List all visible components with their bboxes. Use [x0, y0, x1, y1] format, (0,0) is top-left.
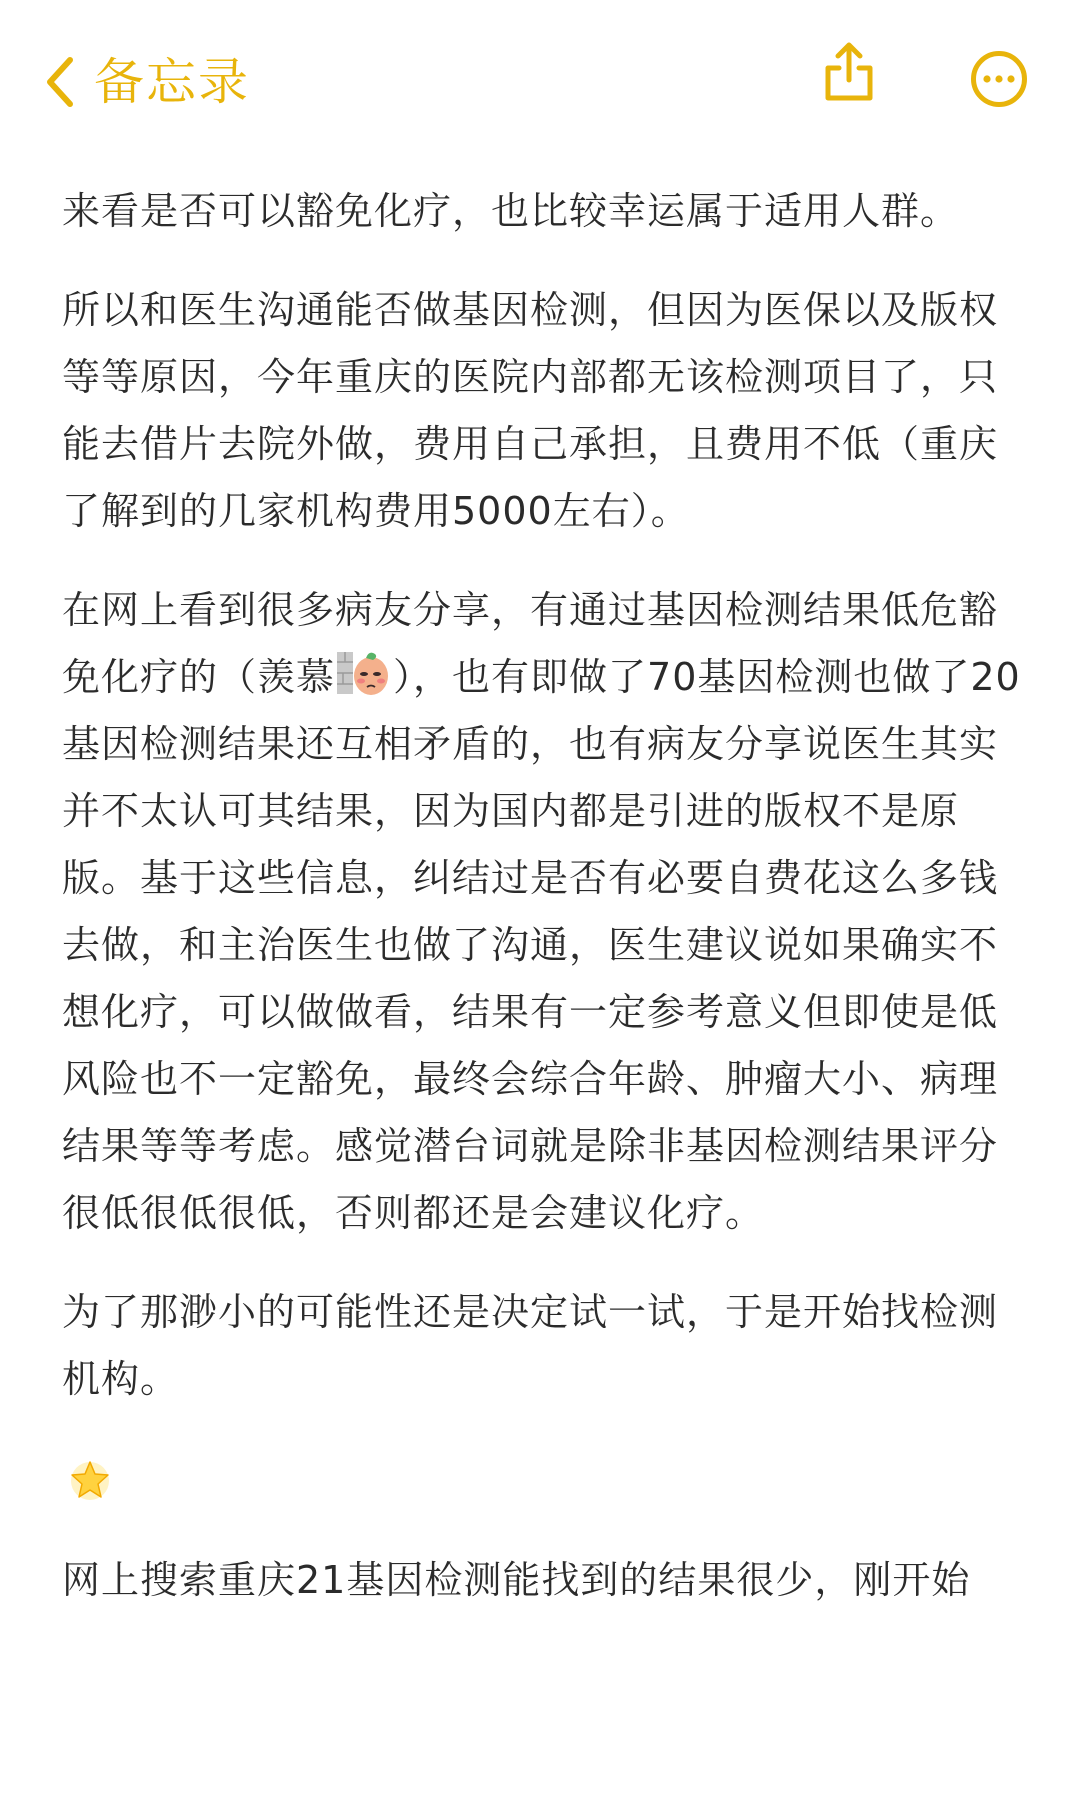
more-icon — [970, 50, 1028, 108]
back-button[interactable] — [42, 46, 250, 118]
navigation-bar — [0, 0, 1080, 160]
chevron-left-icon — [42, 54, 76, 110]
note-paragraph-5: 网上搜索重庆21基因检测能找到的结果很少，刚开始 — [62, 1558, 971, 1602]
paragraph-3-text-before: 在网上看到很多病友分享，有通过基因检测结果低危豁免化疗的（羡慕 — [62, 588, 999, 699]
share-button[interactable] — [822, 40, 876, 108]
star-emoji — [68, 1458, 112, 1502]
note-paragraph-3 — [62, 577, 1022, 1247]
paragraph-3-text-after: ），也有即做了70基因检测也做了20基因检测结果还互相矛盾的，也有病友分享说医生其实并不太认可其结果，因为国内都是引进的版权不是原版。基于这些信息，纠结过是否有必要自费花这么多钱去做，和主治医生也做了沟通，医生建议说如果确实不想化疗，可以做做看，结果有一定参考意义但即使是低风险也不一定豁免，最终会综合年龄、肿瘤大小、病理结果等等考虑。感觉潜台词就是除非基因检测结果评分很低很低很低，否则都还是会建议化疗。 — [62, 655, 1021, 1235]
envious-face-emoji — [335, 648, 393, 698]
more-button[interactable] — [970, 50, 1028, 112]
share-icon — [822, 40, 876, 104]
note-paragraph-2: 所以和医生沟通能否做基因检测，但因为医保以及版权等等原因，今年重庆的医院内部都无该检测项目了，只能去借片去院外做，费用自己承担，且费用不低（重庆了解到的几家机构费用5000左右）。 — [62, 288, 999, 533]
note-paragraph-4: 为了那渺小的可能性还是决定试一试，于是开始找检测机构。 — [62, 1290, 999, 1401]
note-body[interactable] — [62, 178, 1022, 1646]
star-emoji-row — [68, 1445, 1022, 1515]
note-paragraph-1: 来看是否可以豁免化疗，也比较幸运属于适用人群。 — [62, 189, 960, 233]
back-label: 备忘录 — [94, 53, 250, 111]
